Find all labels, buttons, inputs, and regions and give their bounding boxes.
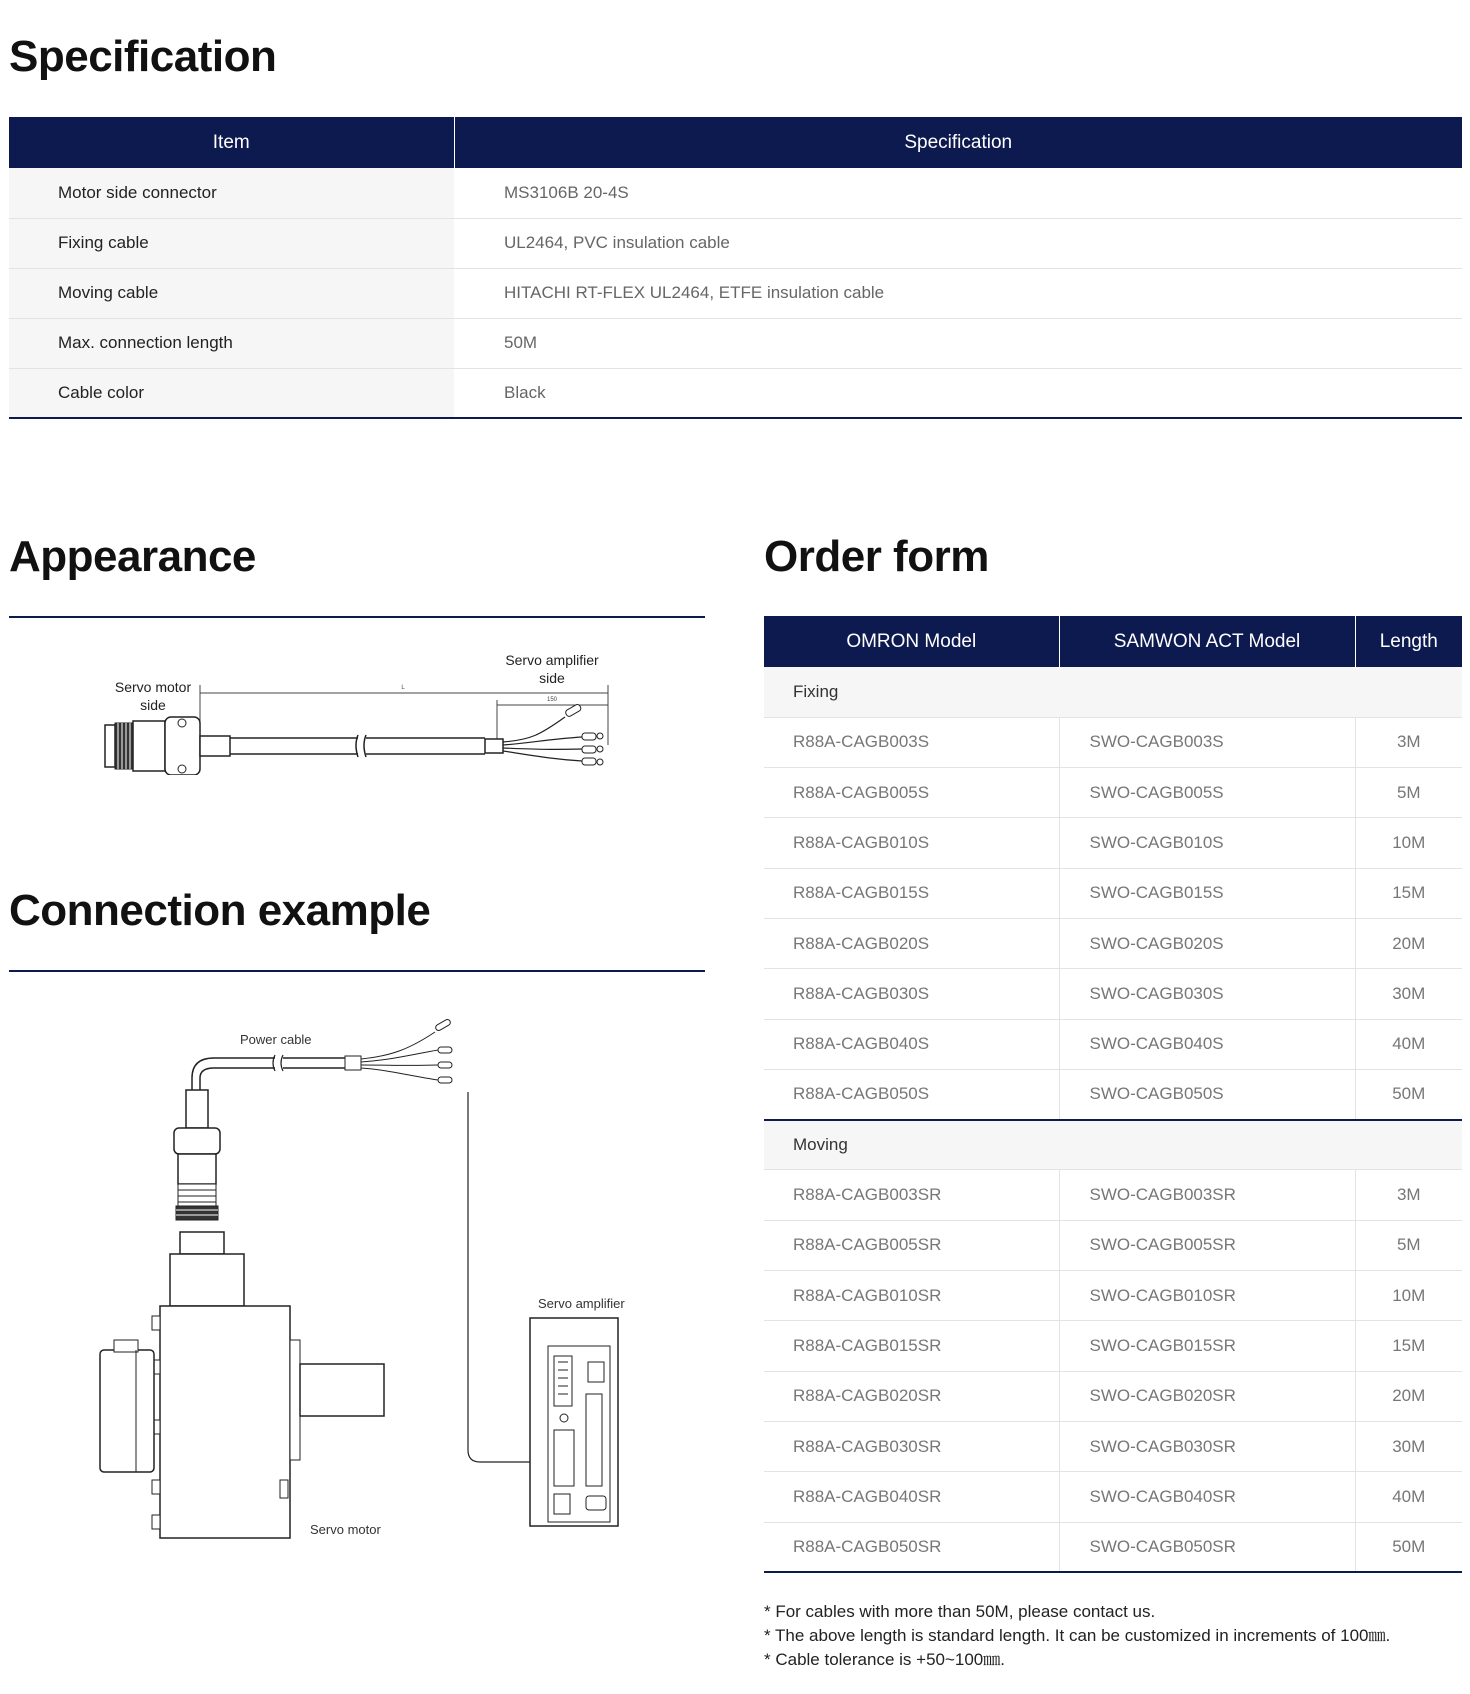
spec-row <box>9 218 1462 268</box>
order-row <box>764 1421 1462 1471</box>
samwon-model: SWO-CAGB015SR <box>1059 1321 1355 1371</box>
spec-value: 50M <box>454 318 1462 368</box>
specification-table <box>9 117 1462 419</box>
cable-length: 20M <box>1355 1371 1462 1421</box>
samwon-model: SWO-CAGB010S <box>1059 818 1355 868</box>
appearance-divider <box>9 616 705 618</box>
group-label: Fixing <box>764 667 1462 717</box>
cable-length: 50M <box>1355 1522 1462 1572</box>
power-cable-label: Power cable <box>240 1032 312 1047</box>
cable-length: 40M <box>1355 1019 1462 1069</box>
group-label: Moving <box>764 1120 1462 1170</box>
order-header-omron: OMRON Model <box>764 616 1059 667</box>
order-group-moving <box>764 1120 1462 1170</box>
cable-length: 30M <box>1355 969 1462 1019</box>
order-notes <box>764 1600 1390 1672</box>
samwon-model: SWO-CAGB050S <box>1059 1069 1355 1119</box>
motor-side-label-2: side <box>140 697 166 713</box>
spec-header-specification: Specification <box>454 117 1462 168</box>
cable-length: 30M <box>1355 1421 1462 1471</box>
omron-model: R88A-CAGB015SR <box>764 1321 1059 1371</box>
order-row <box>764 1271 1462 1321</box>
order-row <box>764 1472 1462 1522</box>
connection-example-title: Connection example <box>9 886 431 935</box>
samwon-model: SWO-CAGB030SR <box>1059 1421 1355 1471</box>
samwon-model: SWO-CAGB040SR <box>1059 1472 1355 1522</box>
samwon-model: SWO-CAGB050SR <box>1059 1522 1355 1572</box>
appearance-title: Appearance <box>9 532 256 581</box>
spec-row <box>9 168 1462 218</box>
order-row <box>764 818 1462 868</box>
samwon-model: SWO-CAGB030S <box>1059 969 1355 1019</box>
order-header-length: Length <box>1355 616 1462 667</box>
order-row <box>764 868 1462 918</box>
order-row <box>764 1019 1462 1069</box>
spec-item: Cable color <box>9 368 454 418</box>
omron-model: R88A-CAGB040S <box>764 1019 1059 1069</box>
order-row <box>764 717 1462 767</box>
cable-length: 15M <box>1355 1321 1462 1371</box>
samwon-model: SWO-CAGB005SR <box>1059 1220 1355 1270</box>
spec-header-row <box>9 117 1462 168</box>
omron-model: R88A-CAGB050S <box>764 1069 1059 1119</box>
cable-length: 40M <box>1355 1472 1462 1522</box>
samwon-model: SWO-CAGB005S <box>1059 768 1355 818</box>
amp-side-label: Servo amplifier <box>505 652 599 668</box>
order-header-samwon: SAMWON ACT Model <box>1059 616 1355 667</box>
spec-item: Motor side connector <box>9 168 454 218</box>
order-header-row <box>764 616 1462 667</box>
order-group-fixing <box>764 667 1462 717</box>
omron-model: R88A-CAGB030S <box>764 969 1059 1019</box>
omron-model: R88A-CAGB010SR <box>764 1271 1059 1321</box>
spec-header-item: Item <box>9 117 454 168</box>
samwon-model: SWO-CAGB003SR <box>1059 1170 1355 1220</box>
cable-appearance-drawing <box>100 645 620 775</box>
cable-length: 50M <box>1355 1069 1462 1119</box>
omron-model: R88A-CAGB003S <box>764 717 1059 767</box>
order-row <box>764 1069 1462 1119</box>
spec-row <box>9 318 1462 368</box>
spec-value: UL2464, PVC insulation cable <box>454 218 1462 268</box>
samwon-model: SWO-CAGB020S <box>1059 918 1355 968</box>
motor-side-label: Servo motor <box>114 679 192 695</box>
samwon-model: SWO-CAGB015S <box>1059 868 1355 918</box>
omron-model: R88A-CAGB015S <box>764 868 1059 918</box>
dimension-150-label: 150 <box>546 697 558 703</box>
spec-item: Moving cable <box>9 268 454 318</box>
order-row <box>764 1220 1462 1270</box>
spec-item: Max. connection length <box>9 318 454 368</box>
cable-length: 20M <box>1355 918 1462 968</box>
order-form-title: Order form <box>764 532 989 581</box>
omron-model: R88A-CAGB005SR <box>764 1220 1059 1270</box>
order-row <box>764 1522 1462 1572</box>
cable-length: 10M <box>1355 818 1462 868</box>
order-form-table <box>764 616 1462 1573</box>
samwon-model: SWO-CAGB010SR <box>1059 1271 1355 1321</box>
note: * The above length is standard length. It can be customized in increments of 100㎜. <box>764 1626 1391 1645</box>
specification-title: Specification <box>9 32 277 81</box>
dimension-length-label: L <box>401 685 405 691</box>
omron-model: R88A-CAGB020S <box>764 918 1059 968</box>
spec-value: Black <box>504 382 546 402</box>
cable-length: 5M <box>1355 768 1462 818</box>
cable-length: 3M <box>1355 1170 1462 1220</box>
cable-length: 3M <box>1355 717 1462 767</box>
connection-divider <box>9 970 705 972</box>
omron-model: R88A-CAGB040SR <box>764 1472 1059 1522</box>
order-row <box>764 1170 1462 1220</box>
omron-model: R88A-CAGB003SR <box>764 1170 1059 1220</box>
note: * For cables with more than 50M, please contact us. <box>764 1602 1156 1621</box>
omron-model: R88A-CAGB010S <box>764 818 1059 868</box>
order-row <box>764 1321 1462 1371</box>
samwon-model: SWO-CAGB003S <box>1059 717 1355 767</box>
order-row <box>764 918 1462 968</box>
servo-motor-label: Servo motor <box>310 1522 381 1537</box>
spec-row <box>9 268 1462 318</box>
order-row <box>764 768 1462 818</box>
spec-row <box>9 368 1462 418</box>
samwon-model: SWO-CAGB040S <box>1059 1019 1355 1069</box>
cable-length: 5M <box>1355 1220 1462 1270</box>
amp-side-label-2: side <box>539 670 565 686</box>
omron-model: R88A-CAGB050SR <box>764 1522 1059 1572</box>
note: * Cable tolerance is +50~100㎜. <box>764 1650 1005 1669</box>
samwon-model: SWO-CAGB020SR <box>1059 1371 1355 1421</box>
spec-value: MS3106B 20-4S <box>454 168 1462 218</box>
cable-length: 15M <box>1355 868 1462 918</box>
order-row <box>764 969 1462 1019</box>
cable-length: 10M <box>1355 1271 1462 1321</box>
omron-model: R88A-CAGB005S <box>764 768 1059 818</box>
connection-diagram <box>90 1010 630 1580</box>
omron-model: R88A-CAGB020SR <box>764 1371 1059 1421</box>
spec-item: Fixing cable <box>9 218 454 268</box>
servo-amplifier-label: Servo amplifier <box>538 1296 625 1311</box>
spec-value: HITACHI RT-FLEX UL2464, ETFE insulation cable <box>454 268 1462 318</box>
omron-model: R88A-CAGB030SR <box>764 1421 1059 1471</box>
order-row <box>764 1371 1462 1421</box>
